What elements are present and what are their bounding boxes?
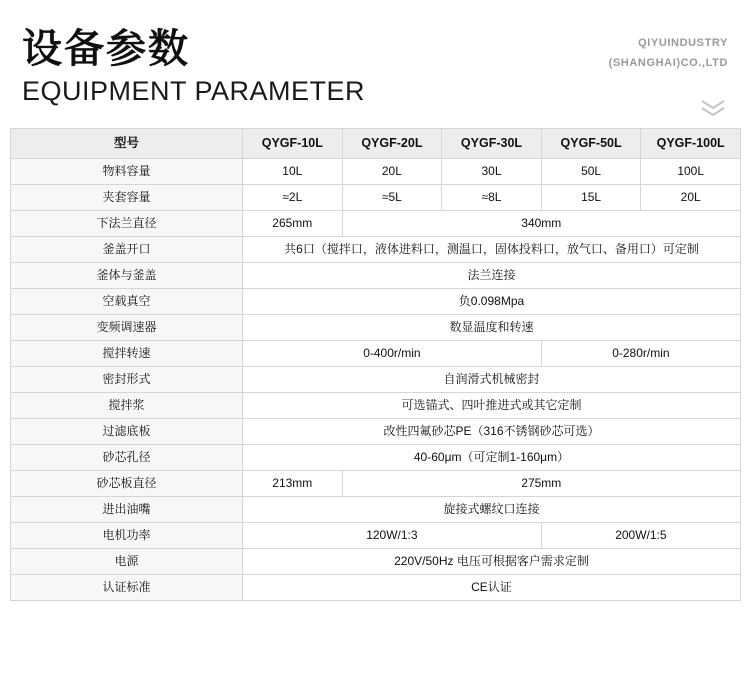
table-row xyxy=(11,497,741,523)
row-label: 物料容量 xyxy=(11,159,243,185)
table-row xyxy=(11,575,741,601)
table-cell: 数显温度和转速 xyxy=(243,315,741,341)
table-cell: 20L xyxy=(641,185,741,211)
table-cell: 100L xyxy=(641,159,741,185)
page-header xyxy=(0,0,750,128)
table-cell: 120W/1:3 xyxy=(243,523,542,549)
table-header-label: 型号 xyxy=(11,129,243,159)
table-row xyxy=(11,263,741,289)
spec-table-wrapper xyxy=(0,128,750,601)
row-label: 砂芯孔径 xyxy=(11,445,243,471)
brand-name: QIYUINDUSTRY xyxy=(638,37,728,49)
table-header-model: QYGF-20L xyxy=(342,129,442,159)
row-label: 过滤底板 xyxy=(11,419,243,445)
table-cell: ≈5L xyxy=(342,185,442,211)
row-label: 电机功率 xyxy=(11,523,243,549)
table-row xyxy=(11,419,741,445)
table-row xyxy=(11,211,741,237)
table-cell: 50L xyxy=(541,159,641,185)
table-cell: 10L xyxy=(243,159,343,185)
table-row xyxy=(11,185,741,211)
table-cell: 20L xyxy=(342,159,442,185)
table-row xyxy=(11,367,741,393)
table-cell: 0-400r/min xyxy=(243,341,542,367)
table-cell: 340mm xyxy=(342,211,740,237)
table-row xyxy=(11,445,741,471)
table-cell: 改性四氟砂芯PE（316不锈钢砂芯可选） xyxy=(243,419,741,445)
table-cell: 220V/50Hz 电压可根据客户需求定制 xyxy=(243,549,741,575)
table-row xyxy=(11,315,741,341)
table-cell: 15L xyxy=(541,185,641,211)
spec-table xyxy=(10,128,741,601)
row-label: 密封形式 xyxy=(11,367,243,393)
table-row xyxy=(11,341,741,367)
table-header-model: QYGF-30L xyxy=(442,129,542,159)
row-label: 认证标准 xyxy=(11,575,243,601)
table-cell: 可选锚式、四叶推进式或其它定制 xyxy=(243,393,741,419)
table-row xyxy=(11,237,741,263)
row-label: 进出油嘴 xyxy=(11,497,243,523)
table-cell: 共6口（搅拌口，液体进料口，测温口，固体投料口，放气口、备用口）可定制 xyxy=(243,237,741,263)
table-row xyxy=(11,393,741,419)
row-label: 搅拌转速 xyxy=(11,341,243,367)
table-cell: 265mm xyxy=(243,211,343,237)
table-cell: 0-280r/min xyxy=(541,341,740,367)
row-label: 变频调速器 xyxy=(11,315,243,341)
table-row xyxy=(11,549,741,575)
row-label: 釜体与釜盖 xyxy=(11,263,243,289)
table-cell: 自润滑式机械密封 xyxy=(243,367,741,393)
row-label: 下法兰直径 xyxy=(11,211,243,237)
table-cell: 法兰连接 xyxy=(243,263,741,289)
table-header-model: QYGF-10L xyxy=(243,129,343,159)
table-cell: 213mm xyxy=(243,471,343,497)
table-row xyxy=(11,159,741,185)
brand-block xyxy=(609,34,728,74)
row-label: 夹套容量 xyxy=(11,185,243,211)
table-cell: CE认证 xyxy=(243,575,741,601)
table-cell: ≈2L xyxy=(243,185,343,211)
page-title-en: EQUIPMENT PARAMETER xyxy=(22,76,366,106)
page-title-cn: 设备参数 xyxy=(22,27,190,71)
row-label: 釜盖开口 xyxy=(11,237,243,263)
table-cell: 旋接式螺纹口连接 xyxy=(243,497,741,523)
table-cell: 275mm xyxy=(342,471,740,497)
table-cell: 负0.098Mpa xyxy=(243,289,741,315)
row-label: 搅拌浆 xyxy=(11,393,243,419)
table-row xyxy=(11,523,741,549)
table-cell: 200W/1:5 xyxy=(541,523,740,549)
table-header-row xyxy=(11,129,741,159)
row-label: 空载真空 xyxy=(11,289,243,315)
row-label: 砂芯板直径 xyxy=(11,471,243,497)
row-label: 电源 xyxy=(11,549,243,575)
table-row xyxy=(11,471,741,497)
table-cell: ≈8L xyxy=(442,185,542,211)
table-cell: 30L xyxy=(442,159,542,185)
table-row xyxy=(11,289,741,315)
table-cell: 40-60μm（可定制1-160μm） xyxy=(243,445,741,471)
brand-subtitle: (SHANGHAI)CO.,LTD xyxy=(608,56,728,69)
table-header-model: QYGF-100L xyxy=(641,129,741,159)
table-header-model: QYGF-50L xyxy=(541,129,641,159)
double-chevron-down-icon xyxy=(698,98,728,118)
